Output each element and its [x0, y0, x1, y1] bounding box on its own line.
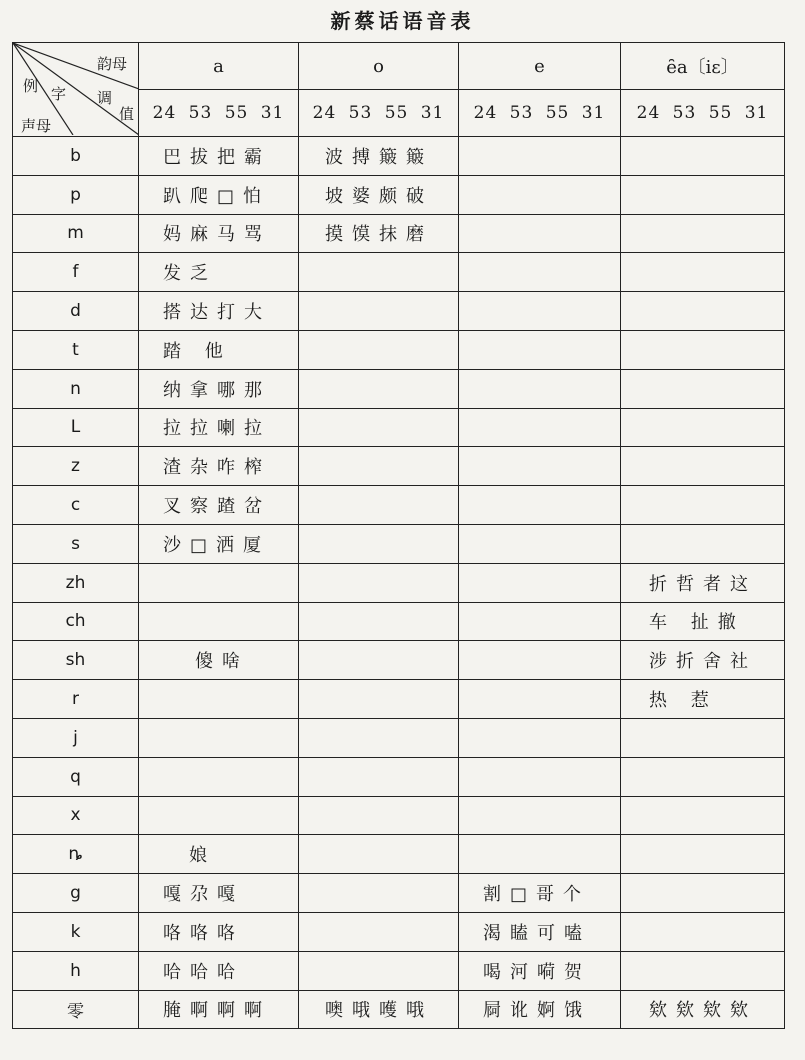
table-row [13, 757, 785, 796]
example-cell-ia [621, 718, 785, 757]
table-row [13, 137, 785, 176]
example-cell-ia [621, 214, 785, 253]
initial-cell: 零 [13, 990, 139, 1029]
example-cell-o: 波搏簸簸 [299, 137, 459, 176]
table-body [13, 137, 785, 1029]
initial-cell: g [13, 874, 139, 913]
example-cell-a: 嘎尕嘎 [139, 874, 299, 913]
tone-values-o: 24 53 55 31 [299, 90, 459, 137]
example-cell-o [299, 718, 459, 757]
example-cell-o [299, 602, 459, 641]
table-row [13, 447, 785, 486]
initial-cell: r [13, 680, 139, 719]
example-cell-a: 趴爬□怕 [139, 175, 299, 214]
example-cell-ia [621, 447, 785, 486]
example-cell-a [139, 718, 299, 757]
example-cell-ia: 折哲者这 [621, 563, 785, 602]
example-cell-a: 踏 他 [139, 330, 299, 369]
table-row [13, 408, 785, 447]
final-header-e: e [459, 43, 621, 90]
example-cell-ia [621, 292, 785, 331]
example-cell-e [459, 563, 621, 602]
example-cell-o [299, 796, 459, 835]
example-cell-ia: 涉折舍社 [621, 641, 785, 680]
corner-label-example: 例 [23, 77, 39, 95]
example-cell-a: 娘 [139, 835, 299, 874]
example-cell-a: 哈哈哈 [139, 951, 299, 990]
example-cell-ia [621, 835, 785, 874]
example-cell-e [459, 137, 621, 176]
initial-cell: d [13, 292, 139, 331]
example-cell-o [299, 563, 459, 602]
initial-cell: ch [13, 602, 139, 641]
example-cell-o: 坡婆颇破 [299, 175, 459, 214]
table-row [13, 990, 785, 1029]
example-cell-e [459, 524, 621, 563]
example-cell-a: 沙□洒厦 [139, 524, 299, 563]
corner-label-final: 韵母 [97, 55, 128, 73]
table-row [13, 912, 785, 951]
example-cell-ia: 车 扯撤 [621, 602, 785, 641]
table-row [13, 874, 785, 913]
example-cell-o [299, 912, 459, 951]
example-cell-a [139, 796, 299, 835]
example-cell-e [459, 447, 621, 486]
page-title: 新蔡话语音表 [330, 9, 475, 33]
example-cell-e: 割□哥个 [459, 874, 621, 913]
initial-cell: ȵ [13, 835, 139, 874]
initial-cell: b [13, 137, 139, 176]
initial-cell: p [13, 175, 139, 214]
example-cell-ia [621, 408, 785, 447]
corner-label-char: 字 [51, 85, 67, 103]
example-cell-o [299, 641, 459, 680]
example-cell-e: 渴瞌可嗑 [459, 912, 621, 951]
initial-cell: c [13, 486, 139, 525]
example-cell-o [299, 330, 459, 369]
example-cell-o [299, 369, 459, 408]
table-row [13, 214, 785, 253]
table-row [13, 680, 785, 719]
example-cell-ia [621, 330, 785, 369]
tone-values-ia: 24 53 55 31 [621, 90, 785, 137]
example-cell-o [299, 835, 459, 874]
initial-cell: m [13, 214, 139, 253]
example-cell-e [459, 796, 621, 835]
example-cell-e: 喝河嗬贺 [459, 951, 621, 990]
example-cell-ia [621, 524, 785, 563]
example-cell-e [459, 292, 621, 331]
table-row [13, 253, 785, 292]
table-row [13, 796, 785, 835]
example-cell-a: 发乏 [139, 253, 299, 292]
corner-label-value: 值 [119, 105, 135, 123]
example-cell-e [459, 718, 621, 757]
final-header-a: a [139, 43, 299, 90]
example-cell-e [459, 486, 621, 525]
example-cell-a: 妈麻马骂 [139, 214, 299, 253]
example-cell-o [299, 253, 459, 292]
table-row [13, 563, 785, 602]
table-row [13, 175, 785, 214]
example-cell-a [139, 563, 299, 602]
initial-cell: k [13, 912, 139, 951]
example-cell-o [299, 757, 459, 796]
initial-cell: q [13, 757, 139, 796]
table-row [13, 835, 785, 874]
table-row [13, 292, 785, 331]
example-cell-e [459, 253, 621, 292]
example-cell-a [139, 680, 299, 719]
example-cell-a: 纳拿哪那 [139, 369, 299, 408]
example-cell-o [299, 874, 459, 913]
example-cell-a: 拉拉喇拉 [139, 408, 299, 447]
example-cell-ia [621, 796, 785, 835]
example-cell-a: 傻啥 [139, 641, 299, 680]
example-cell-a: 搭达打大 [139, 292, 299, 331]
table-row [13, 602, 785, 641]
example-cell-ia [621, 874, 785, 913]
example-cell-e [459, 330, 621, 369]
example-cell-o [299, 447, 459, 486]
example-cell-ia [621, 253, 785, 292]
initial-cell: x [13, 796, 139, 835]
initial-cell: L [13, 408, 139, 447]
initial-cell: s [13, 524, 139, 563]
initial-cell: h [13, 951, 139, 990]
example-cell-ia: 欸欸欸欸 [621, 990, 785, 1029]
example-cell-o [299, 680, 459, 719]
example-cell-o: 噢哦嚄哦 [299, 990, 459, 1029]
example-cell-a [139, 602, 299, 641]
corner-label-tone: 调 [97, 89, 113, 107]
tone-values-e: 24 53 55 31 [459, 90, 621, 137]
example-cell-e [459, 408, 621, 447]
example-cell-ia [621, 757, 785, 796]
example-cell-a: 叉察蹅岔 [139, 486, 299, 525]
table-row [13, 486, 785, 525]
final-header-o: o [299, 43, 459, 90]
example-cell-e [459, 757, 621, 796]
example-cell-ia [621, 369, 785, 408]
example-cell-a: 咯咯咯 [139, 912, 299, 951]
example-cell-e [459, 835, 621, 874]
initial-cell: n [13, 369, 139, 408]
table-row [13, 330, 785, 369]
example-cell-a: 巴拔把霸 [139, 137, 299, 176]
corner-header-cell [13, 43, 139, 137]
initial-cell: zh [13, 563, 139, 602]
final-header-ia: ȇa〔iɛ〕 [621, 43, 785, 90]
example-cell-e: 屙讹婀饿 [459, 990, 621, 1029]
table-row [13, 369, 785, 408]
table-row [13, 718, 785, 757]
example-cell-o [299, 408, 459, 447]
initial-cell: z [13, 447, 139, 486]
example-cell-e [459, 214, 621, 253]
example-cell-e [459, 641, 621, 680]
example-cell-a: 渣杂咋榨 [139, 447, 299, 486]
initial-cell: t [13, 330, 139, 369]
example-cell-o: 摸馍抹磨 [299, 214, 459, 253]
example-cell-ia [621, 486, 785, 525]
initial-cell: sh [13, 641, 139, 680]
example-cell-ia [621, 951, 785, 990]
example-cell-o [299, 292, 459, 331]
initial-cell: j [13, 718, 139, 757]
tone-values-a: 24 53 55 31 [139, 90, 299, 137]
example-cell-e [459, 175, 621, 214]
example-cell-e [459, 602, 621, 641]
example-cell-o [299, 951, 459, 990]
example-cell-o [299, 524, 459, 563]
table-row [13, 524, 785, 563]
example-cell-a: 腌啊啊啊 [139, 990, 299, 1029]
example-cell-o [299, 486, 459, 525]
table-row [13, 641, 785, 680]
example-cell-ia [621, 912, 785, 951]
example-cell-e [459, 369, 621, 408]
example-cell-ia [621, 175, 785, 214]
example-cell-a [139, 757, 299, 796]
example-cell-ia: 热 惹 [621, 680, 785, 719]
phonology-table [12, 42, 785, 1029]
example-cell-ia [621, 137, 785, 176]
corner-label-initial: 声母 [21, 117, 52, 135]
example-cell-e [459, 680, 621, 719]
header-row-finals [13, 43, 785, 90]
initial-cell: f [13, 253, 139, 292]
table-row [13, 951, 785, 990]
